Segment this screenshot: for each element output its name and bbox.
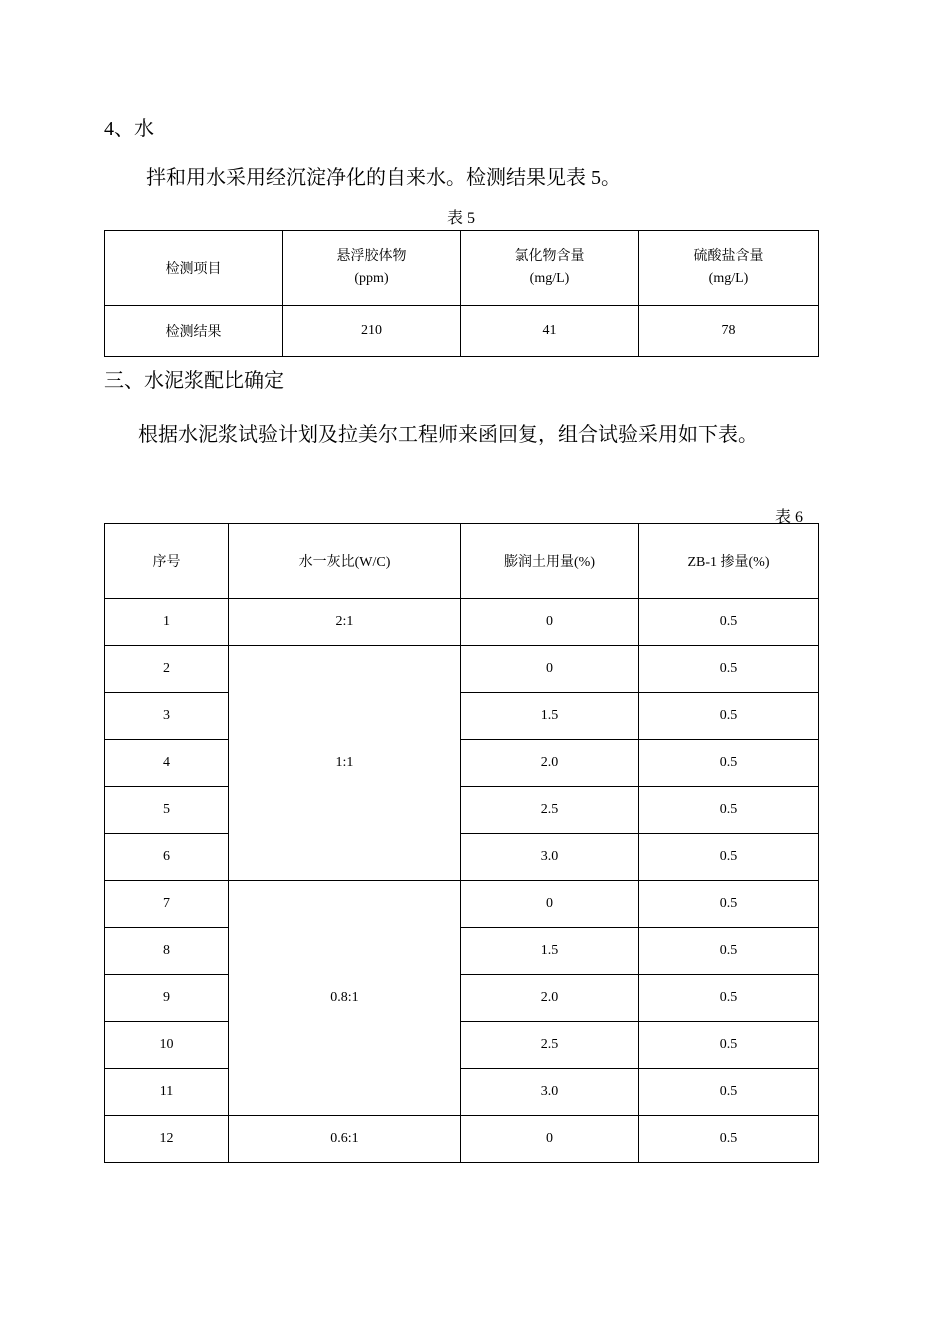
bentonite-cell: 2.5 <box>461 787 639 834</box>
zb1-cell: 0.5 <box>639 975 819 1022</box>
water-paragraph: 拌和用水采用经沉淀净化的自来水。检测结果见表 5。 <box>146 167 621 189</box>
row-number: 9 <box>105 975 229 1022</box>
row-number: 1 <box>105 599 229 646</box>
bentonite-cell: 0 <box>461 881 639 928</box>
bentonite-cell: 2.0 <box>461 740 639 787</box>
zb1-cell: 0.5 <box>639 928 819 975</box>
header-cell <box>639 231 819 306</box>
zb1-cell: 0.5 <box>639 693 819 740</box>
row-number: 3 <box>105 693 229 740</box>
table-header-row <box>105 524 819 599</box>
table-row <box>105 975 819 1022</box>
bentonite-cell: 3.0 <box>461 1069 639 1116</box>
row-number: 6 <box>105 834 229 881</box>
table-header-row <box>105 231 819 306</box>
table-row <box>105 834 819 881</box>
table-row <box>105 881 819 928</box>
table6-caption: 表 6 <box>774 509 803 526</box>
row-number: 10 <box>105 1022 229 1069</box>
header-cell <box>461 231 639 306</box>
zb1-cell: 0.5 <box>639 646 819 693</box>
zb1-cell: 0.5 <box>639 740 819 787</box>
table-row <box>105 599 819 646</box>
table-row <box>105 787 819 834</box>
bentonite-cell: 0 <box>461 1116 639 1163</box>
table5-caption: 表 5 <box>446 210 475 227</box>
table-row <box>105 646 819 693</box>
zb1-cell: 0.5 <box>639 1116 819 1163</box>
section-heading-water: 4、水 <box>104 118 154 140</box>
table-cell: 78 <box>639 306 819 357</box>
bentonite-cell: 1.5 <box>461 928 639 975</box>
zb1-cell: 0.5 <box>639 599 819 646</box>
bentonite-cell: 0 <box>461 599 639 646</box>
table-row <box>105 928 819 975</box>
bentonite-cell: 0 <box>461 646 639 693</box>
header-cell: ZB-1 掺量(%) <box>639 524 819 599</box>
header-line: 悬浮胶体物 <box>336 249 407 264</box>
table-row <box>105 1022 819 1069</box>
water-test-table <box>104 230 819 357</box>
header-cell: 膨润土用量(%) <box>461 524 639 599</box>
table-row <box>105 693 819 740</box>
row-number: 4 <box>105 740 229 787</box>
ratio-cell: 0.6:1 <box>229 1116 461 1163</box>
zb1-cell: 0.5 <box>639 1022 819 1069</box>
header-cell: 水一灰比(W/C) <box>229 524 461 599</box>
header-unit: (ppm) <box>354 271 389 286</box>
zb1-cell: 0.5 <box>639 834 819 881</box>
row-number: 2 <box>105 646 229 693</box>
row-label: 检测结果 <box>105 306 283 357</box>
header-unit: (mg/L) <box>529 271 570 286</box>
bentonite-cell: 2.5 <box>461 1022 639 1069</box>
table-cell: 210 <box>283 306 461 357</box>
header-line: 硫酸盐含量 <box>693 249 764 264</box>
mix-ratio-table <box>104 523 819 1163</box>
bentonite-cell: 2.0 <box>461 975 639 1022</box>
bentonite-cell: 3.0 <box>461 834 639 881</box>
row-number: 8 <box>105 928 229 975</box>
bentonite-cell: 1.5 <box>461 693 639 740</box>
zb1-cell: 0.5 <box>639 881 819 928</box>
zb1-cell: 0.5 <box>639 1069 819 1116</box>
ratio-cell: 2:1 <box>229 599 461 646</box>
row-number: 12 <box>105 1116 229 1163</box>
table-row <box>105 740 819 787</box>
mix-paragraph: 根据水泥浆试验计划及拉美尔工程师来函回复，组合试验采用如下表。 <box>138 424 758 446</box>
header-line: 氯化物含量 <box>514 249 585 264</box>
header-cell: 序号 <box>105 524 229 599</box>
ratio-cell: 1:1 <box>229 646 461 881</box>
row-number: 7 <box>105 881 229 928</box>
table-row <box>105 306 819 357</box>
table-row <box>105 1069 819 1116</box>
section-heading-mix: 三、水泥浆配比确定 <box>104 370 284 392</box>
row-number: 5 <box>105 787 229 834</box>
zb1-cell: 0.5 <box>639 787 819 834</box>
ratio-cell: 0.8:1 <box>229 881 461 1116</box>
header-cell: 检测项目 <box>105 231 283 306</box>
header-unit: (mg/L) <box>708 271 749 286</box>
row-number: 11 <box>105 1069 229 1116</box>
header-cell <box>283 231 461 306</box>
table-row <box>105 1116 819 1163</box>
table-cell: 41 <box>461 306 639 357</box>
